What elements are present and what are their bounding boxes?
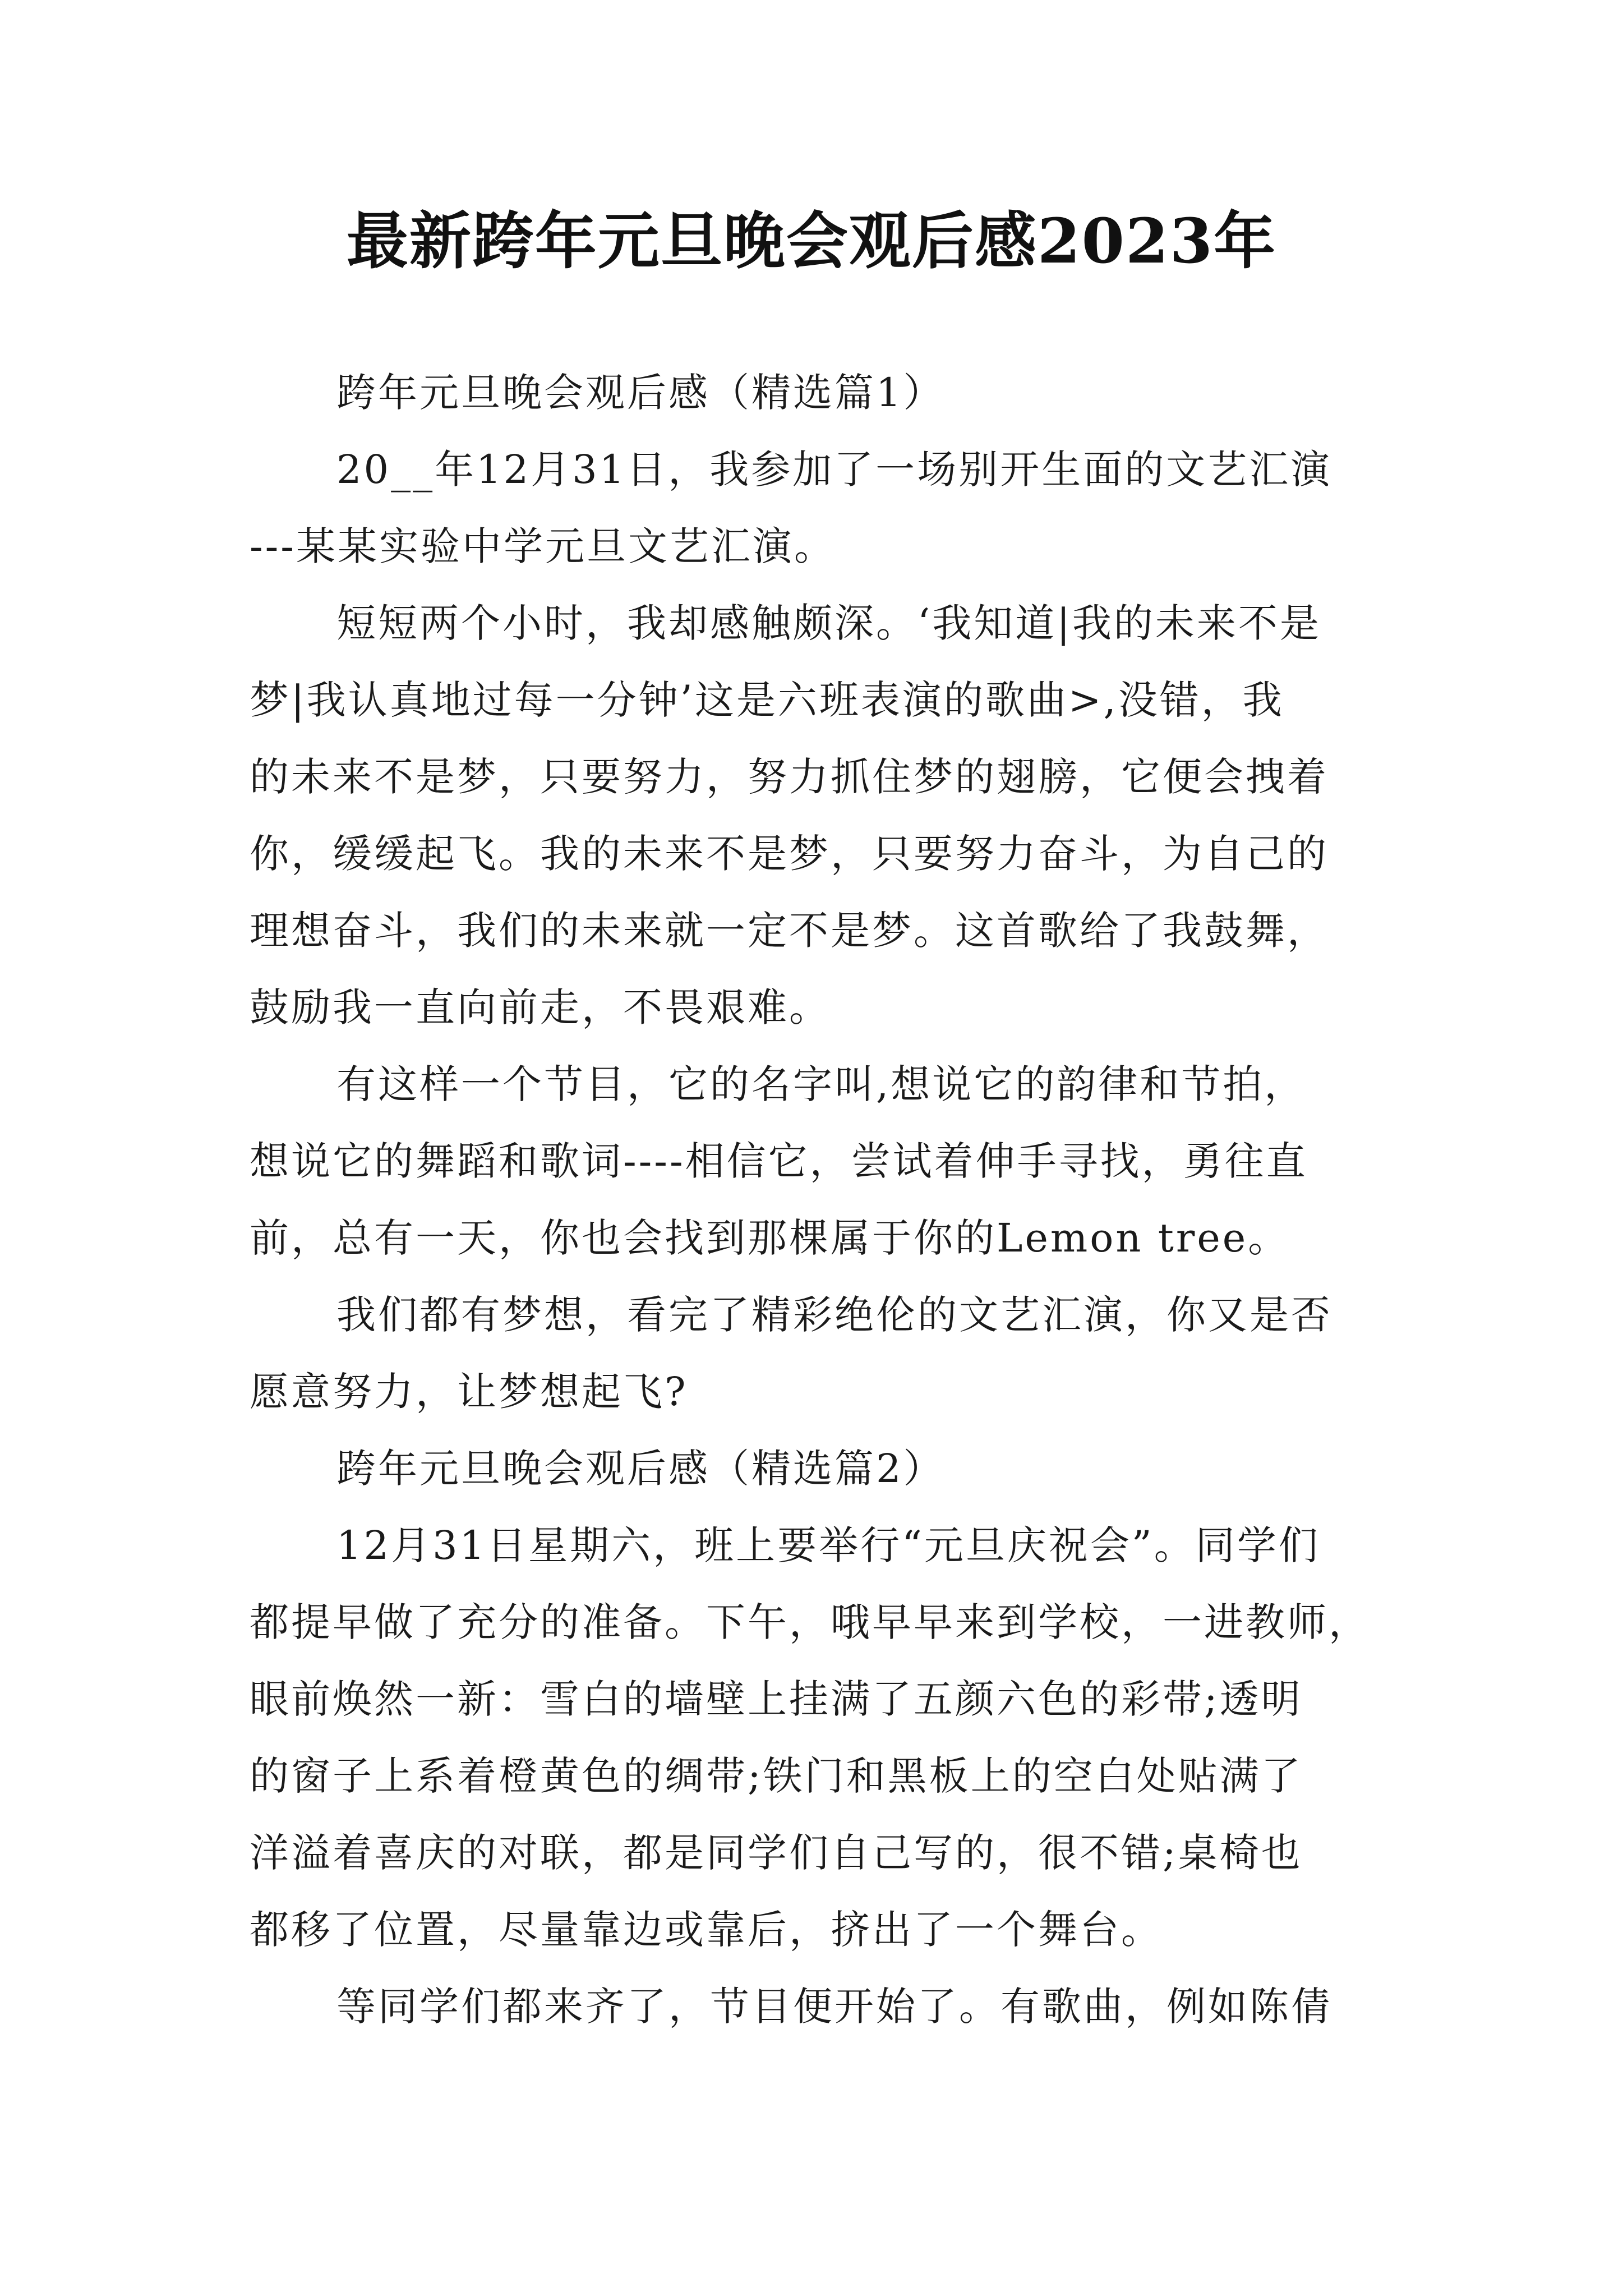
paragraph-line: 前，总有一天，你也会找到那棵属于你的Lemon tree。 xyxy=(250,1215,1290,1261)
paragraph-line: 我们都有梦想，看完了精彩绝伦的文艺汇演，你又是否 xyxy=(336,1292,1332,1338)
paragraph-line: 有这样一个节目，它的名字叫,想说它的韵律和节拍， xyxy=(336,1061,1306,1107)
paragraph-line: 理想奋斗，我们的未来就一定不是梦。这首歌给了我鼓舞， xyxy=(250,908,1329,954)
paragraph-line: 短短两个小时，我却感触颇深。‘我知道|我的未来不是 xyxy=(336,600,1321,646)
paragraph-line: 愿意努力，让梦想起飞? xyxy=(250,1369,688,1415)
paragraph-line: ---某某实验中学元旦文艺汇演。 xyxy=(250,523,836,569)
paragraph-line: 等同学们都来齐了，节目便开始了。有歌曲，例如陈倩 xyxy=(336,1984,1332,2030)
paragraph-line: 洋溢着喜庆的对联，都是同学们自己写的，很不错;桌椅也 xyxy=(250,1830,1303,1876)
paragraph-line: 的未来不是梦，只要努力，努力抓住梦的翅膀，它便会拽着 xyxy=(250,754,1329,800)
section-heading-2: 跨年元旦晚会观后感（精选篇2） xyxy=(336,1446,945,1492)
paragraph-line: 20__年12月31日，我参加了一场别开生面的文艺汇演 xyxy=(336,447,1332,493)
paragraph-line: 12月31日星期六，班上要举行“元旦庆祝会”。同学们 xyxy=(336,1522,1320,1568)
paragraph-line: 想说它的舞蹈和歌词----相信它，尝试着伸手寻找，勇往直 xyxy=(250,1138,1308,1184)
paragraph-line: 眼前焕然一新：雪白的墙壁上挂满了五颜六色的彩带;透明 xyxy=(250,1676,1303,1722)
paragraph-line: 都提早做了充分的准备。下午，哦早早来到学校，一进教师， xyxy=(250,1599,1370,1645)
paragraph-line: 梦|我认真地过每一分钟’这是六班表演的歌曲>,没错，我 xyxy=(250,677,1284,723)
paragraph-line: 鼓励我一直向前走，不畏艰难。 xyxy=(250,984,831,1030)
paragraph-line: 都移了位置，尽量靠边或靠后，挤出了一个舞台。 xyxy=(250,1907,1163,1953)
paragraph-line: 你，缓缓起飞。我的未来不是梦，只要努力奋斗，为自己的 xyxy=(250,831,1329,877)
section-heading-1: 跨年元旦晚会观后感（精选篇1） xyxy=(336,370,945,416)
document-title: 最新跨年元旦晚会观后感2023年 xyxy=(346,205,1277,277)
paragraph-line: 的窗子上系着橙黄色的绸带;铁门和黑板上的空白处贴满了 xyxy=(250,1753,1303,1799)
document-body xyxy=(250,355,1394,2045)
